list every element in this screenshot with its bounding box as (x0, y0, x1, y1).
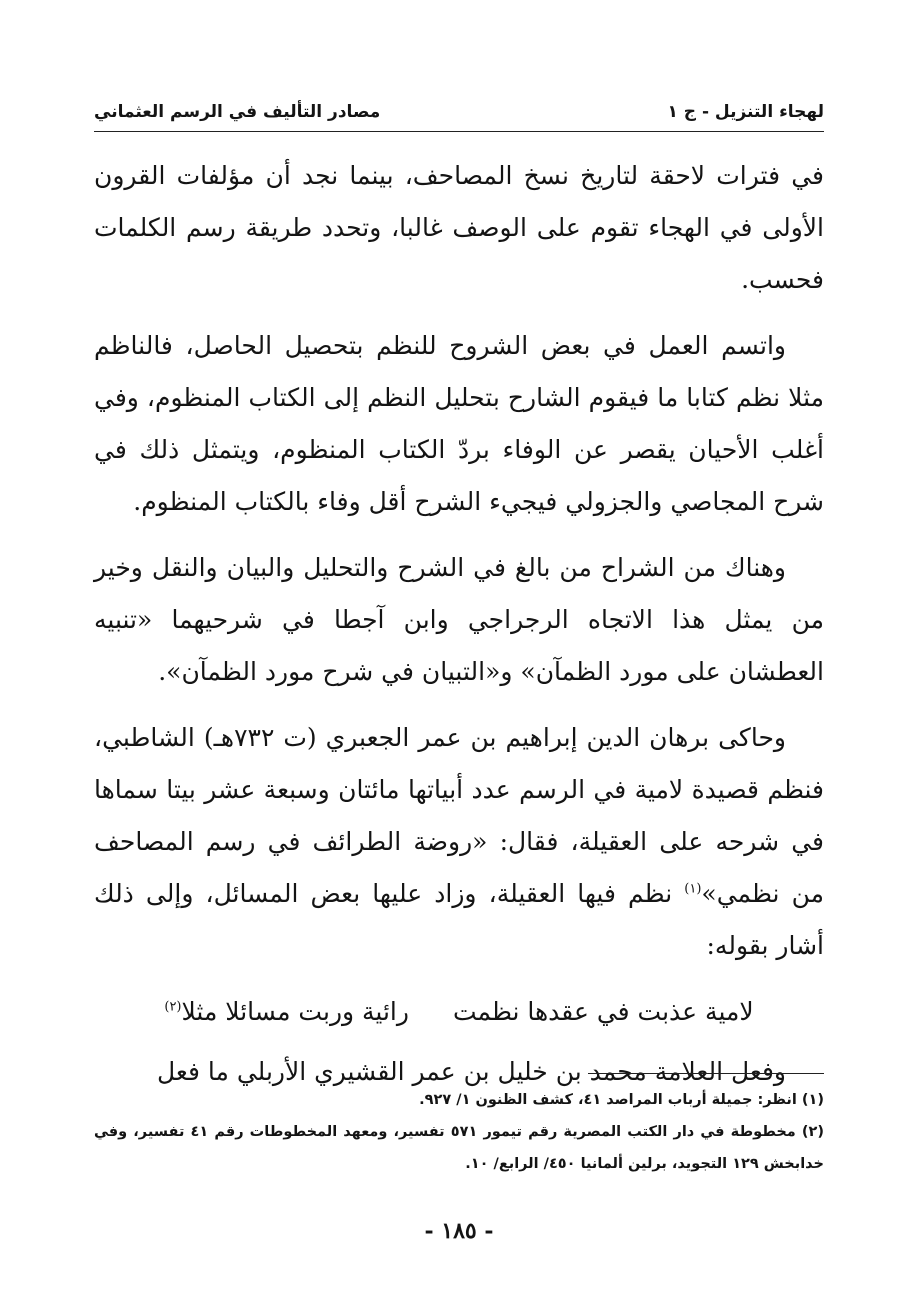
paragraph-4 (94, 712, 824, 972)
paragraph-5: وفعل العلامة محمد بن خليل بن عمر القشيري الأربلي ما فعل (157, 1057, 786, 1086)
running-header (94, 86, 824, 122)
header-chapter-title: مصادر التأليف في الرسم العثماني (94, 102, 381, 122)
header-divider (94, 131, 824, 132)
paragraph-2: واتسم العمل في بعض الشروح للنظم بتحصيل الحاصل، فالناظم مثلا نظم كتابا ما فيقوم الشارح بتحليل النظم إلى الكتاب المنظوم، وفي أغلب الأحيان يقصر عن الوفاء بردّ الكتاب المنظوم، ويتمثل ذلك في شرح المجاصي والجزولي فيجيء الشرح أقل وفاء بالكتاب المنظوم. (94, 331, 824, 516)
footnote-2: (٢) مخطوطة في دار الكتب المصرية رقم تيمور ٥٧١ تفسير، ومعهد المخطوطات رقم ٤١ تفسير، وفي خدابخش ١٢٩ التجويد، برلين ألمانيا ٤٥٠/ الرابع/ ١٠. (94, 1124, 824, 1172)
verse-hemistich-2-text: رائية وربت مسائلا مثلا (181, 997, 409, 1026)
footnote-ref-2: (٢) (164, 999, 182, 1015)
verse-hemistich-1: لامية عذبت في عقدها نظمت (452, 997, 754, 1026)
header-book-title: لهجاء التنزيل - ج ١ (667, 102, 824, 122)
page-number: - ١٨٥ - (424, 1218, 494, 1244)
paragraph-3: وهناك من الشراح من بالغ في الشرح والتحليل والبيان والنقل وخير من يمثل هذا الاتجاه الرجراجي وابن آجطا في شرحيهما «تنبيه العطشان على مورد الظمآن» و«التبيان في شرح مورد الظمآن». (94, 553, 824, 686)
poem-verse (94, 986, 824, 1038)
footnote-ref-1: (١) (684, 881, 702, 897)
footnote-1: (١) انظر: جميلة أرباب المراصد ٤١، كشف الظنون ١/ ٩٢٧. (419, 1092, 824, 1108)
footnotes (94, 1084, 824, 1180)
footnote-divider (588, 1073, 824, 1074)
paragraph-4-tail: نظم فيها العقيلة، وزاد عليها بعض المسائل، وإلى ذلك أشار بقوله: (94, 879, 824, 960)
paragraph-4-text: وحاكى برهان الدين إبراهيم بن عمر الجعبري (ت ٧٣٢هـ) الشاطبي، فنظم قصيدة لامية في الرسم عدد أبياتها مائتان وسبعة عشر بيتا سماها في شرحه على العقيلة، فقال: «روضة الطرائف في رسم المصاحف من نظمي» (94, 723, 824, 908)
paragraph-1: في فترات لاحقة لتاريخ نسخ المصاحف، بينما نجد أن مؤلفات القرون الأولى في الهجاء تقوم على الوصف غالبا، وتحدد طريقة رسم الكلمات فحسب. (94, 161, 824, 294)
main-text (94, 150, 824, 1112)
verse-hemistich-2 (164, 986, 409, 1038)
